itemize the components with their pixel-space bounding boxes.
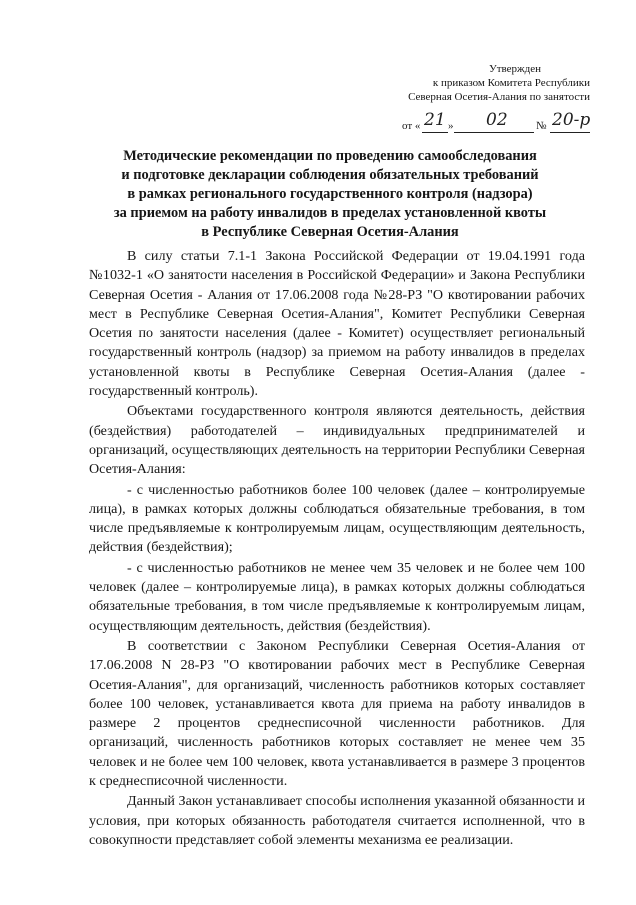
- title-line: и подготовке декларации соблюдения обязательных требований: [121, 167, 539, 183]
- document-title: [60, 147, 600, 242]
- paragraph-quota-law: В соответствии с Законом Республики Северная Осетия-Алания от 17.06.2008 N 28-РЗ "О квотировании рабочих мест в Республике Северная Осетия-Алания", для организаций, численность работников которых составляет более 100 человек, устанавливается квота для приема на работу инвалидов в размере 2 процентов среднесписочной численности работников. Для организаций, численность работников которых составляет не менее чем 35 человек и не более чем 100 человек, квота устанавливается в размере 3 процентов к среднесписочной численности.: [89, 637, 585, 790]
- date-prefix: от «: [402, 120, 421, 132]
- title-line: в Республике Северная Осетия-Алания: [201, 224, 459, 240]
- paragraph-35-to-100: - с численностью работников не менее чем 35 человек и не более чем 100 человек (далее – контролируемые лица), в рамках которых должны соблюдаться обязательные требования, в том числе предъявляемые к контролируемым лицам, осуществляющим деятельность, действия (бездействия).: [89, 559, 585, 634]
- day-underline: [422, 132, 448, 133]
- approval-line-3: Северная Осетия-Алания по занятости: [408, 91, 590, 103]
- approval-line-2: к приказом Комитета Республики: [432, 77, 590, 89]
- title-line: в рамках регионального государственного контроля (надзора): [127, 186, 533, 202]
- handwritten-month: 02: [486, 110, 508, 130]
- approval-stamp: [380, 62, 590, 104]
- number-underline: [550, 132, 590, 133]
- number-sign: №: [536, 120, 547, 132]
- approval-line-1: Утвержден: [488, 63, 542, 75]
- paragraph-over-100: - с численностью работников более 100 человек (далее – контролируемые лица), в рамках которых должны соблюдаться обязательные требования, в том числе предъявляемые к контролируемым лицам, осуществляющим деятельность, действия (бездействия);: [89, 481, 585, 556]
- month-underline: [454, 132, 534, 133]
- handwritten-number: 20-р: [552, 110, 591, 130]
- paragraph-law-methods: Данный Закон устанавливает способы исполнения указанной обязанности и условия, при которых обязанность работодателя считается исполненной, что в совокупности представляет собой элементы механизма ее реализации.: [89, 793, 585, 848]
- title-line: Методические рекомендации по проведению самообследования: [123, 148, 537, 164]
- document-body: [89, 247, 585, 850]
- paragraph-legal-basis: В силу статьи 7.1-1 Закона Российской Федерации от 19.04.1991 года №1032-1 «О занятости населения в Российской Федерации» и Закона Республики Северная Осетия - Алания от 17.06.2008 года №28-РЗ "О квотировании рабочих мест в Республике Северная Осетия-Алания", Комитет Республики Северная Осетия по занятости населения (далее - Комитет) осуществляет региональный государственный контроль (надзор) за приемом на работу инвалидов в пределах установленной квоты в Республике Северная Осетия-Алания (далее - государственный контроль).: [89, 248, 585, 400]
- handwritten-day: 21: [424, 110, 446, 130]
- title-line: за приемом на работу инвалидов в пределах установленной квоты: [113, 205, 547, 221]
- paragraph-control-objects: Объектами государственного контроля являются деятельность, действия (бездействия) работодателей – индивидуальных предпринимателей и организаций, осуществляющих деятельность на территории Республики Северная Осетия-Алания:: [89, 403, 585, 478]
- order-date-number: [402, 110, 592, 136]
- date-close-quote: »: [448, 120, 454, 132]
